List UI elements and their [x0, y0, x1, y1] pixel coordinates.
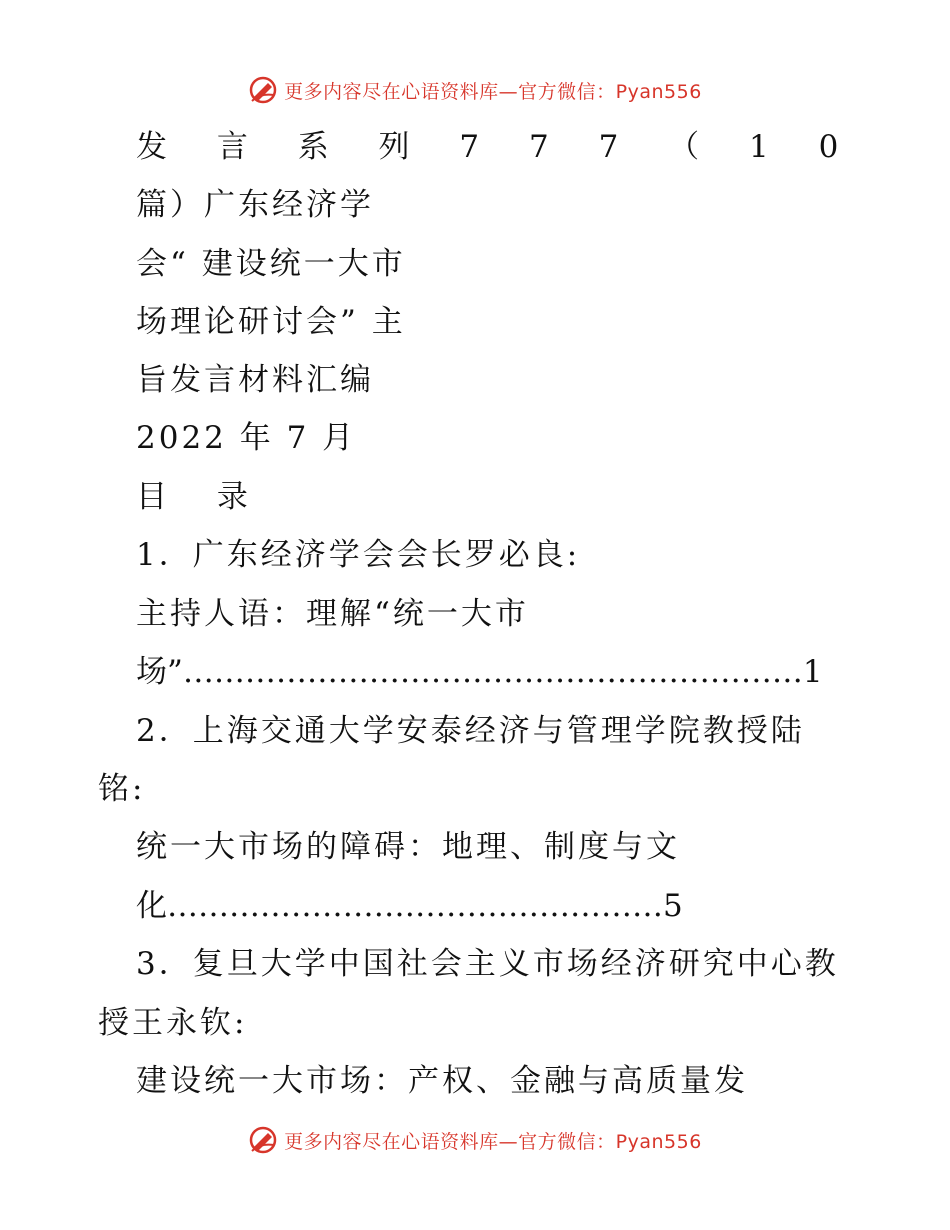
- doc-line-toc-item-2: 2．上海交通大学安泰经济与管理学院教授陆: [136, 713, 805, 749]
- pen-swoosh-logo-icon: [248, 75, 278, 105]
- doc-line-title-2: 篇）广东经济学: [136, 187, 374, 223]
- doc-line-date: 2022 年 7 月: [136, 420, 357, 456]
- watermark-footer: [0, 1120, 950, 1160]
- watermark-text: 更多内容尽在心语资料库—官方微信：Pyan556: [284, 1130, 702, 1153]
- doc-line-title-1: 发 言 系 列 7 7 7 （ 1 0: [136, 129, 859, 165]
- doc-line-title-5: 旨发言材料汇编: [136, 362, 374, 398]
- doc-line-toc-item-2-cont: 铭:: [98, 771, 146, 807]
- doc-line-toc-item-2-title: 统一大市场的障碍：地理、制度与文: [136, 829, 680, 865]
- doc-line-toc-item-2-leader: 化…………………………………………5: [136, 888, 683, 924]
- watermark-text: 更多内容尽在心语资料库—官方微信：Pyan556: [284, 80, 702, 103]
- doc-line-toc-item-3-cont: 授王永钦:: [98, 1005, 248, 1041]
- doc-line-toc-item-1-title: 主持人语：理解“统一大市: [136, 596, 529, 632]
- watermark-header: [0, 70, 950, 110]
- doc-line-toc-item-1-leader: 场”……………………………………………………1: [136, 654, 823, 690]
- doc-line-toc-item-1: 1．广东经济学会会长罗必良:: [136, 537, 581, 573]
- pen-swoosh-logo-icon: [248, 1125, 278, 1155]
- doc-line-toc-item-3-title: 建设统一大市场：产权、金融与高质量发: [136, 1063, 748, 1099]
- doc-line-toc-heading: 目 录: [136, 479, 268, 515]
- doc-line-title-3: 会“ 建设统一大市: [136, 246, 406, 282]
- doc-line-toc-item-3: 3．复旦大学中国社会主义市场经济研究中心教: [136, 946, 839, 982]
- doc-line-title-4: 场理论研讨会” 主: [136, 304, 406, 340]
